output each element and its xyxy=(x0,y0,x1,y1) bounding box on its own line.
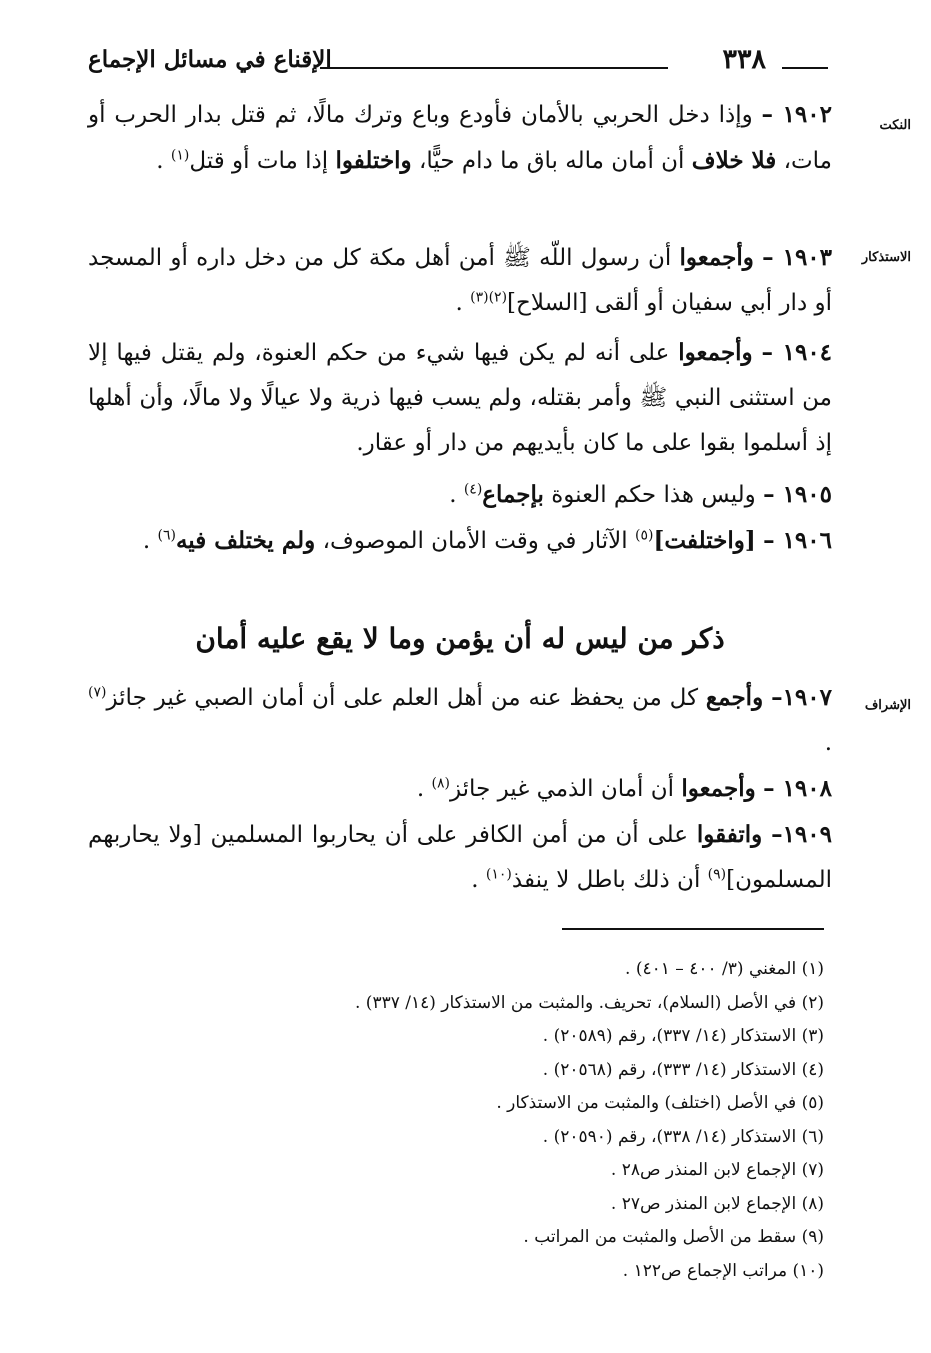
footnote-ref[interactable]: (٧) xyxy=(88,684,107,701)
entry-bold-term: فلا خلاف xyxy=(691,147,777,174)
entry-text: أن رسول اللّه ﷺ أمن أهل مكة كل من دخل داره أو المسجد أو دار أبي سفيان أو ألقى [السلاح] xyxy=(88,245,832,316)
entry-bold-term: وأجمعوا xyxy=(679,244,754,271)
entry-1907 xyxy=(88,675,832,766)
entry-text: وليس هذا حكم العنوة xyxy=(551,482,756,508)
footnote-2: (٢) في الأصل (السلام)، تحريف. والمثبت من الاستذكار (١٤/ ٣٣٧) . xyxy=(354,992,824,1013)
footnote-7: (٧) الإجماع لابن المنذر ص٢٨ . xyxy=(610,1160,824,1180)
entry-bold-term: بإجماع xyxy=(482,481,544,508)
footnote-9: (٩) سقط من الأصل والمثبت من المراتب . xyxy=(523,1227,824,1247)
footnote-ref[interactable]: (٦) xyxy=(157,527,176,544)
entry-text: أن ذلك باطل لا ينفذ xyxy=(511,867,701,893)
footnote-8: (٨) الإجماع لابن المنذر ص٢٧ . xyxy=(610,1193,824,1214)
running-title: الإقناع في مسائل الإجماع xyxy=(88,46,332,73)
entry-text: أن أمان الذمي غير جائز xyxy=(449,776,675,802)
entry-end: . xyxy=(449,482,457,508)
entry-1908 xyxy=(88,766,832,812)
entry-number: ١٩٠٤ – xyxy=(761,339,833,366)
entry-bold-term: واختلفوا xyxy=(335,147,412,174)
section-heading: ذكر من ليس له أن يؤمن وما لا يقع عليه أمان xyxy=(195,622,725,655)
entry-number: ١٩٠٢ – xyxy=(761,101,832,128)
page-number: ٣٣٨ xyxy=(722,44,766,75)
footnote-10: (١٠) مراتب الإجماع ص١٢٢ . xyxy=(622,1260,824,1281)
entry-1904 xyxy=(88,330,832,466)
entry-1906 xyxy=(88,518,832,564)
footnote-6: (٦) الاستذكار (١٤/ ٣٣٨)، رقم (٢٠٥٩٠) . xyxy=(542,1126,824,1147)
footnote-ref[interactable]: (١) xyxy=(170,147,190,164)
side-label-ishraf: الإشراف xyxy=(864,698,911,713)
entry-end: . xyxy=(824,730,832,756)
footnote-separator xyxy=(562,928,824,930)
footnote-ref[interactable]: (٨) xyxy=(431,775,450,792)
footnote-ref[interactable]: (٥) xyxy=(635,527,654,544)
footnote-3: (٣) الاستذكار (١٤/ ٣٣٧)، رقم (٢٠٥٨٩) . xyxy=(542,1026,824,1046)
entry-1903 xyxy=(88,235,832,326)
footnote-5: (٥) في الأصل (اختلف) والمثبت من الاستذكار . xyxy=(496,1093,824,1113)
entry-bold-term: [واختلفت] xyxy=(653,527,756,554)
footnote-ref[interactable]: (٩) xyxy=(707,866,727,883)
footnote-ref[interactable]: (١٠) xyxy=(485,866,512,883)
entry-end: . xyxy=(142,528,151,554)
header-rule-middle xyxy=(320,67,668,69)
entry-end: . xyxy=(455,290,463,316)
entry-number: ١٩٠٦ – xyxy=(763,527,832,554)
entry-text: الآثار في وقت الأمان الموصوف، xyxy=(322,528,628,554)
entry-text: أن أمان ماله باق ما دام حيًّا، xyxy=(418,148,685,174)
footnotes-list xyxy=(88,953,824,1288)
entry-1905 xyxy=(88,472,832,518)
entry-bold-term: ولم يختلف فيه xyxy=(175,527,316,554)
entry-number: ١٩٠٣ – xyxy=(762,244,833,271)
entry-bold-term: واتفقوا xyxy=(696,821,763,848)
header-rule-right xyxy=(782,67,828,69)
entry-number: ١٩٠٨ – xyxy=(763,775,832,802)
entry-1902 xyxy=(88,92,832,184)
entry-text: على أنه لم يكن فيها شيء من حكم العنوة، ولم يقتل فيها إلا من استثنى النبي ﷺ وأمر بقتله، ولم يسب فيها ذرية ولا عيالًا ولا مالًا، وأن أهلها إذ أسلموا بقوا على ما كان بأيديهم من دار أو عقار. xyxy=(88,340,832,456)
page-header xyxy=(88,44,828,82)
entry-bold-term: وأجمعوا xyxy=(681,775,756,802)
entry-end: . xyxy=(156,148,164,174)
entry-number: ١٩٠٧– xyxy=(771,684,832,711)
entry-end: . xyxy=(471,867,479,893)
entry-bold-term: وأجمع xyxy=(705,684,764,711)
entry-1909 xyxy=(88,812,832,903)
entry-number: ١٩٠٩– xyxy=(771,821,832,848)
entry-text: كل من يحفظ عنه من أهل العلم على أن أمان الصبي غير جائز xyxy=(106,685,699,711)
entry-end: . xyxy=(416,776,425,802)
entry-text: وإذا دخل الحربي بالأمان فأودع وباع وترك مالًا، ثم قتل بدار الحرب أو مات، xyxy=(88,102,832,174)
footnote-ref[interactable]: (٤) xyxy=(463,481,483,498)
entry-number: ١٩٠٥ – xyxy=(763,481,832,508)
entry-bold-term: وأجمعوا xyxy=(678,339,753,366)
footnote-4: (٤) الاستذكار (١٤/ ٣٣٣)، رقم (٢٠٥٦٨) . xyxy=(542,1059,824,1080)
footnote-ref[interactable]: (٢)(٣) xyxy=(470,289,508,306)
side-label-istidhkar: الاستذكار xyxy=(861,250,911,265)
entry-text: إذا مات أو قتل xyxy=(189,148,329,174)
entry-text: على أن من أمن الكافر على أن يحاربوا المسلمين [ولا يحاربهم المسلمون] xyxy=(88,822,832,893)
side-label-nukat: النكت xyxy=(879,118,911,133)
footnote-1: (١) المغني (٣/ ٤٠٠ – ٤٠١) . xyxy=(625,959,824,979)
